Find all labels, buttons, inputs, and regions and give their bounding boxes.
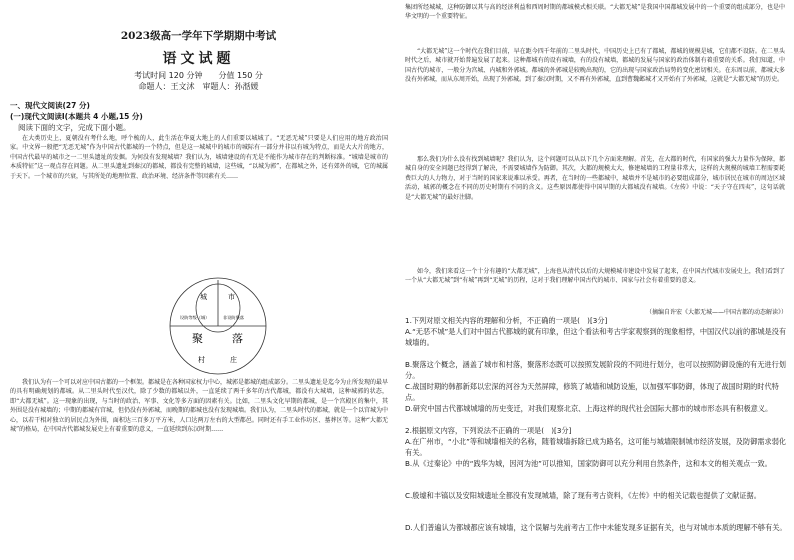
- passage-paragraph: “大都无城”这一个时代在我们目前，早在距今四千年前的二里头时代，中国历史上已有了都城，都城的规模是城，它们都不设防。在二里头时代之后，城市就开始普遍发展了起来。这种都城有的设有城墙，有的没有城墙，都城的发展与国家的政治体制有着重要的关系。我们知道，中国古代的城市，一般分为宫城、内城和外郭城。都城的外郭城是较晚出现的，它的出现与国家政治局势的变化密切相关。在东周以前，都城大多没有外郭城，而从东周开始，出现了外郭城。到了秦汉时期，又不再有外郭城，直到曹魏邺城才又开始有了外郭城，这就是“大都无城”的历史。: [405, 48, 785, 84]
- passage-source: （摘编自许宏《大都无城——中国古都的动态解读》）: [645, 309, 787, 316]
- passage-paragraph: 在大类历史上，夏朝没有考什么地，呼个梳的人，此生活在华夏大地上的人们重要以城城了。“无恶无城”只要是人们应用的地方政治国家。中文界一般把“无恶无城”作为中国古代都城的一个特点，但是这一城城中的城市的城际有一部分并非以有城为特点，而是大大片的地方，中国古代最早的城市之一二里头遗址的发掘。为何没有发现城墙？我们认为，城墙建设的有无是不能作为城市存在的判断标准。“城墙是城市的本质特征”这一观点存在问题。从二里头遗址到秦汉的都城，都没有完整的城墙，这些城，“以城为郭”，在都城之外，还有郊外的城，它的城属于天下。一个城市的兴衰，与其所处的地理位置、政治环境、经济条件等因素有关……: [10, 135, 388, 180]
- question-1-option-a: A.“无恶不城”是人们对中国古代都城的就有印象，但这个看法和考古学家观察到的现象相悖，中国汉代以前的都城是没有城墙的。: [405, 327, 787, 347]
- question-2-option-a: A.在广州市，“小北”等和城墙相关的名称，随着城墙拆除已成为路名，这可能与城墙限制城市经济发展，及防御需求弱化有关。: [405, 437, 787, 457]
- question-2-option-c: C.殷墟和丰镐以及安阳城遗址全都没有发现城墙，除了现有考古资料，《左传》中的相关记载也提供了文献证据。: [405, 491, 761, 500]
- exam-authors: 命题人：王文沭 审题人：孙湉媛: [138, 82, 259, 91]
- label-fortified: 设防等级（城）: [180, 315, 210, 320]
- label-unfortified: 非设防聚落: [223, 315, 244, 320]
- right-column: [397, 0, 794, 560]
- label-city: 城: [200, 293, 207, 301]
- label-luo: 落: [232, 332, 243, 345]
- passage-paragraph: 如今，我们来看这一个十分有趣的“大都无城”，上海也从清代以后的大规模城市建设中发展了起来，在中国古代城市发展史上，我们看到了一个从“大都无城”到“有城”再到“无城”的历程，这对于我们理解中国古代的城市、国家与社会有着重要的意义。: [405, 268, 785, 285]
- subsection-heading: (一)现代文阅读I(本题共 4 小题,15 分): [10, 112, 143, 121]
- label-zhuang: 庄: [230, 356, 237, 364]
- question-2-stem: 2.根据原文内容，下列说法不正确的一项是( )[3分]: [405, 426, 572, 435]
- reading-instruction: 阅读下面的文字，完成下面小题。: [18, 123, 131, 132]
- question-1-option-b: B.聚落这个概念，涵盖了城市和村落，聚落形态既可以按照发展阶段的不同进行划分，也可以按照防御设施的有无进行划分。: [405, 360, 786, 380]
- passage-paragraph: 我们认为有一个可以对应中国古都的一个框架。都城是在各种国家权力中心，城郭是都城的组成部分。二里头遗址是迄今为止所发现的最早的具有明确规划的都城。从二里头时代至汉代，除了少数的都城以外，一直延续了两千多年的古代都城，都没有大城墙，这种城郭的状态，即“大都无城”。这一现象的出现，与当时的政治、军事、文化等多方面的因素有关。比如，二里头文化早期的都城，是一个宫殿区的集中，其外围是没有城墙的；中期的都城有宫城，但仍没有外郭城，而晚期的都城也没有发现城墙。我们认为，二里头时代的都城，就是一个以宫城为中心，以若干相对独立的居民点为外围，面积达三百多万平方米，人口达两万左右的大型都邑。同时还有手工业作坊区、墓葬区等。这种“大都无城”的格局，在中国古代都城发展史上有着重要的意义，一直延续到东汉时期……: [10, 379, 388, 434]
- passage-paragraph: 那么我们为什么没有找到城墙呢？我们认为，这个问题可以从以下几个方面来理解。首先，在大都的时代，有国家的强大力量作为保障，都城自身的安全问题已经得到了解决，不需要城墙作为防御。其次，大都的规模太大，修建城墙的工程量非常大，这样的大规模的城墙工程需要耗费巨大的人力物力，对于当时的国家来说难以承受。再者，在当时的一些都城中，城墙并不是城市的必要组成部分，城市居民在城市的周边区域活动，城郭的概念在不同的历史时期有不同的含义。这些原因都使得中国早期的大都城没有城墙。《左传》中说：“天子守在四夷”，这句话就是“大都无城”的最好注脚。: [405, 156, 785, 201]
- exam-title: 2023级高一学年下学期期中考试: [120, 30, 277, 42]
- exam-time-score: 考试时间 120 分钟 分值 150 分: [134, 71, 263, 80]
- question-2-option-d: D.人们普遍认为都城都应该有城墙，这个误解与先前考古工作中未能发现多证据有关，也与对城市本质的理解不够有关。: [405, 523, 787, 532]
- question-1-stem: 1.下列对原文相关内容的理解和分析，不正确的一项是( )[3分]: [405, 316, 608, 325]
- question-1-option-c: C.战国时期的韩都新郑以宏深的河谷为天然屏障，修筑了城墙和城防设施，以加强军事防御，体现了战国时期的时代特点。: [405, 382, 779, 402]
- settlement-diagram-svg: [168, 276, 268, 376]
- subject-title: 语文试题: [162, 51, 235, 67]
- section-heading: 一、现代文阅读(27 分): [10, 101, 90, 110]
- question-1-option-d: D.研究中国古代都城城墙的历史变迁，对我们观察北京、上海这样的现代社会国际大都市的城市形态具有积极意义。: [405, 404, 773, 413]
- passage-paragraph: 集团所经城城，这种防御以其与高的经济利益和西周时期的都城模式相关联。“大都无城”是我国中国都城发展中的一个重要的组成部分，也是中华文明的一个重要特征。: [405, 4, 785, 21]
- label-settlement: 聚: [192, 332, 203, 345]
- question-2-option-b: B.从《过秦论》中的“践华为城，因河为池”可以推知，国家防御可以充分利用自然条件，这和本文的相关观点一致。: [405, 459, 772, 468]
- label-cun: 村: [198, 356, 205, 364]
- label-market: 市: [228, 293, 235, 301]
- settlement-diagram: [168, 276, 268, 376]
